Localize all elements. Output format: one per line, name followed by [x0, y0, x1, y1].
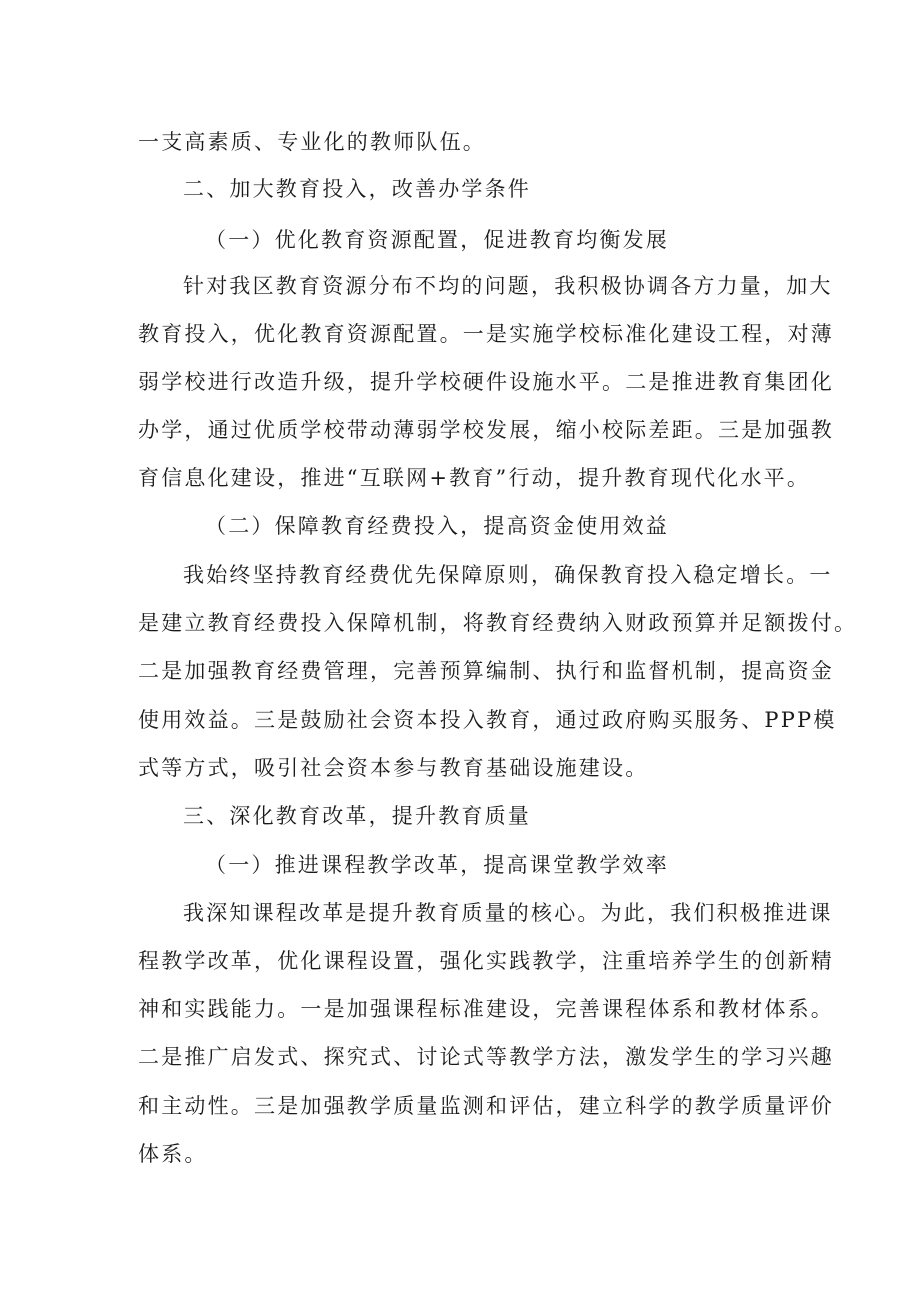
paragraph-line: 我深知课程改革是提升教育质量的核心。为此，我们积极推进课 — [183, 901, 833, 925]
paragraph-line: 办学，通过优质学校带动薄弱学校发展，缩小校际差距。三是加强教 — [138, 418, 834, 442]
paragraph-line: 和主动性。三是加强教学质量监测和评估，建立科学的教学质量评价 — [138, 1094, 834, 1118]
paragraph-line: 使用效益。三是鼓励社会资本投入教育，通过政府购买服务、PPP模 — [138, 708, 837, 732]
paragraph-line: 我始终坚持教育经费优先保障原则，确保教育投入稳定增长。一 — [183, 563, 833, 587]
section-heading-2: 二、加大教育投入，改善办学条件 — [183, 177, 531, 201]
paragraph-line: 式等方式，吸引社会资本参与教育基础设施建设。 — [138, 756, 649, 780]
paragraph-line: 育信息化建设，推进“互联网+教育”行动，提升教育现代化水平。 — [138, 466, 811, 490]
subsection-heading-3-1: （一）推进课程教学改革，提高课堂教学效率 — [205, 853, 669, 877]
paragraph-line: 神和实践能力。一是加强课程标准建设，完善课程体系和教材体系。 — [138, 997, 834, 1021]
subsection-heading-2-1: （一）优化教育资源配置，促进教育均衡发展 — [205, 228, 669, 252]
text-line: 一支高素质、专业化的教师队伍。 — [138, 130, 486, 154]
paragraph-line: 针对我区教育资源分布不均的问题，我积极协调各方力量，加大 — [183, 274, 833, 298]
paragraph-line: 程教学改革，优化课程设置，强化实践教学，注重培养学生的创新精 — [138, 949, 834, 973]
paragraph-line: 二是推广启发式、探究式、讨论式等教学方法，激发学生的学习兴趣 — [138, 1045, 834, 1069]
paragraph-line: 弱学校进行改造升级，提升学校硬件设施水平。二是推进教育集团化 — [138, 370, 834, 394]
paragraph-line: 教育投入，优化教育资源配置。一是实施学校标准化建设工程，对薄 — [138, 322, 834, 346]
section-heading-3: 三、深化教育改革，提升教育质量 — [183, 804, 531, 828]
paragraph-line: 体系。 — [138, 1142, 208, 1166]
paragraph-line: 二是加强教育经费管理，完善预算编制、执行和监督机制，提高资金 — [138, 659, 834, 683]
paragraph-line: 是建立教育经费投入保障机制，将教育经费纳入财政预算并足额拨付。 — [138, 611, 858, 635]
subsection-heading-2-2: （二）保障教育经费投入，提高资金使用效益 — [205, 514, 669, 538]
